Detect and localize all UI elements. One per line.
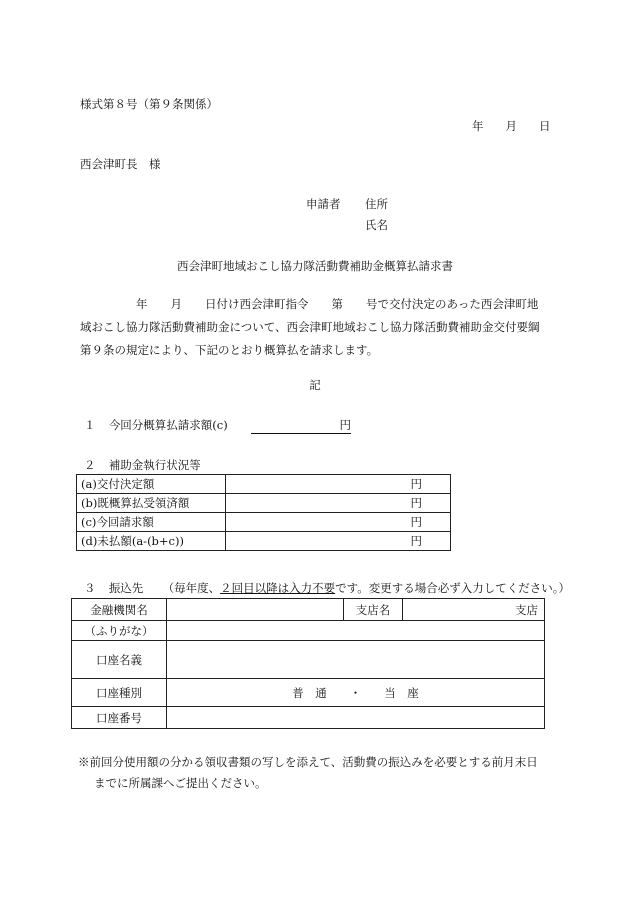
footnote-line-2: までに所属課へご提出ください。 (94, 776, 267, 790)
applicant-role: 申請者 (306, 197, 341, 211)
branch-name-field[interactable] (403, 599, 545, 621)
account-type-options: 普 通 ・ 当 座 (292, 685, 419, 700)
item2-number: ２ (84, 458, 96, 472)
table-row (72, 707, 545, 729)
account-holder-field[interactable] (167, 641, 545, 679)
date-year: 年 (472, 119, 484, 133)
account-number-label: 口座番号 (72, 707, 167, 729)
table-row (77, 532, 451, 551)
document-title: 西会津町地域おこし協力隊活動費補助金概算払請求書 (177, 259, 453, 273)
date-month: 月 (505, 119, 517, 133)
item1-amount-field[interactable] (251, 417, 351, 434)
body-paragraph (80, 293, 550, 362)
furigana-label: （ふりがな） (72, 621, 167, 641)
unit-label: 円 (410, 534, 422, 548)
unit-label: 円 (410, 477, 422, 491)
row-label: (b)既概算払受領済額 (77, 494, 226, 513)
unit-label: 円 (410, 515, 422, 529)
body-line-2: 域おこし協力隊活動費補助金について、西会津町地域おこし協力隊活動費補助金交付要綱 (80, 320, 540, 334)
applicant-address-label: 住所 (365, 197, 388, 211)
table-row (72, 679, 545, 707)
item3-heading (84, 580, 570, 596)
item3-note-underlined: ２回目以降は入力不要 (220, 581, 336, 595)
item1-line (84, 417, 351, 434)
account-type-label: 口座種別 (72, 679, 167, 707)
account-holder-label: 口座名義 (72, 641, 167, 679)
table-row (77, 475, 451, 494)
item1-number: １ (84, 418, 96, 432)
applicant-name-label: 氏名 (365, 218, 388, 232)
row-label: (c)今回請求額 (77, 513, 226, 532)
date-day: 日 (539, 119, 551, 133)
row-label: (d)未払額(a-(b+c)) (77, 532, 226, 551)
item1-label: 今回分概算払請求額(c) (108, 418, 228, 432)
branch-name-label: 支店名 (344, 599, 403, 621)
table-row (72, 641, 545, 679)
amount-field[interactable] (226, 475, 451, 494)
amount-field[interactable] (226, 532, 451, 551)
account-type-field[interactable] (167, 679, 545, 707)
ki-heading: 記 (309, 378, 321, 392)
amount-field[interactable] (226, 513, 451, 532)
bank-name-label: 金融機関名 (72, 599, 167, 621)
item1-unit: 円 (339, 418, 352, 432)
table-row (77, 494, 451, 513)
form-number: 様式第８号（第９条関係） (80, 97, 218, 111)
table-row (77, 513, 451, 532)
item2-heading (84, 457, 201, 473)
date-line (472, 118, 551, 134)
item3-number: ３ (84, 581, 96, 595)
body-line-1: 年 月 日付け西会津町指令 第 号で交付決定のあった西会津町地 (136, 297, 539, 311)
footnote-line-1: ※前回分使用額の分かる領収書類の写しを添えて、活動費の振込みを必要とする前月末日 (78, 755, 538, 769)
addressee: 西会津町長 様 (80, 157, 161, 171)
table-row (72, 621, 545, 641)
account-number-field[interactable] (167, 707, 545, 729)
branch-suffix: 支店 (515, 602, 538, 617)
bank-name-field[interactable] (167, 599, 344, 621)
item3-note-after: です。変更する場合必ず入力してください。） (335, 581, 570, 595)
item3-note-before: （毎年度、 (162, 581, 221, 595)
body-line-3: 第９条の規定により、下記のとおり概算払を請求します。 (80, 343, 379, 357)
item3-label: 振込先 (108, 581, 144, 595)
bank-transfer-table (71, 598, 545, 729)
furigana-field[interactable] (167, 621, 545, 641)
item2-label: 補助金執行状況等 (108, 458, 201, 472)
execution-status-table (76, 474, 451, 551)
row-label: (a)交付決定額 (77, 475, 226, 494)
unit-label: 円 (410, 496, 422, 510)
amount-field[interactable] (226, 494, 451, 513)
table-row (72, 599, 545, 621)
